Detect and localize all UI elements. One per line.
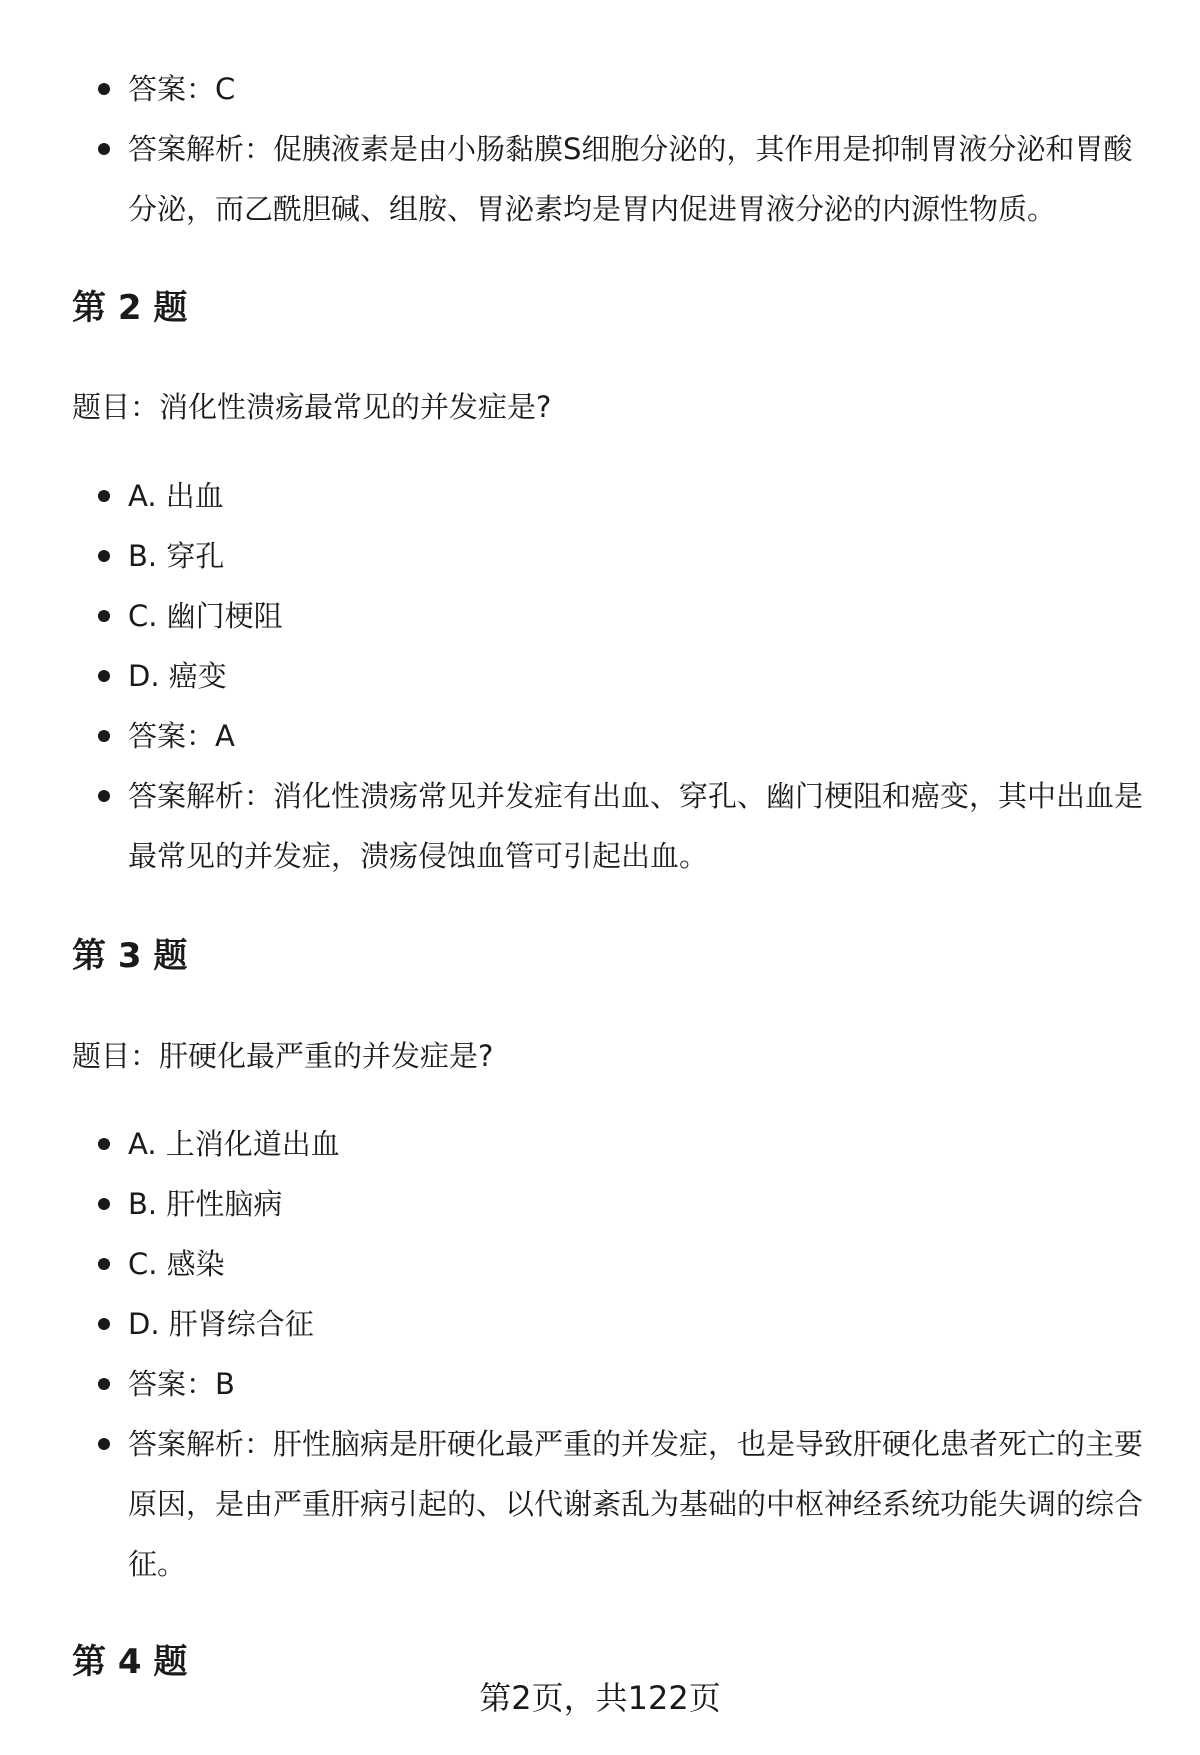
option-d: D. 肝肾综合征 [128,1307,314,1341]
bullet-dot [98,610,110,622]
bullet-dot [98,1258,110,1270]
bullet-dot [98,143,110,155]
answer-text: 答案：B [128,1367,235,1401]
explanation-text: 答案解析：促胰液素是由小肠黏膜S细胞分泌的，其作用是抑制胃液分泌和胃酸分泌，而乙酰胆碱、组胺、胃泌素均是胃内促进胃液分泌的内源性物质。 [128,132,1133,226]
page-number-footer: 第2页，共122页 [479,1679,721,1717]
bullet-dot [98,790,110,802]
bullet-dot [98,1378,110,1390]
question-stem: 题目：消化性溃疡最常见的并发症是? [72,390,552,424]
explanation-text: 答案解析：肝性脑病是肝硬化最严重的并发症，也是导致肝硬化患者死亡的主要原因，是由严重肝病引起的、以代谢紊乱为基础的中枢神经系统功能失调的综合征。 [128,1427,1144,1581]
option-c: C. 幽门梗阻 [128,599,283,633]
bullet-dot [98,1438,110,1450]
bullet-dot [98,490,110,502]
option-a: A. 上消化道出血 [128,1127,340,1161]
question-heading: 第 2 题 [72,288,188,328]
bullet-dot [98,670,110,682]
bullet-dot [98,730,110,742]
bullet-dot [98,550,110,562]
option-c: C. 感染 [128,1247,225,1281]
question-heading: 第 4 题 [72,1642,188,1682]
bullet-dot [98,1198,110,1210]
option-b: B. 肝性脑病 [128,1187,283,1221]
question-stem: 题目：肝硬化最严重的并发症是? [72,1039,494,1073]
bullet-dot [98,1318,110,1330]
option-d: D. 癌变 [128,659,227,693]
option-a: A. 出血 [128,479,224,513]
bullet-dot [98,1138,110,1150]
bullet-dot [98,83,110,95]
explanation-text: 答案解析：消化性溃疡常见并发症有出血、穿孔、幽门梗阻和癌变，其中出血是最常见的并发症，溃疡侵蚀血管可引起出血。 [128,779,1144,873]
answer-text: 答案：A [128,719,235,753]
question-heading: 第 3 题 [72,936,188,976]
option-b: B. 穿孔 [128,539,225,573]
answer-text: 答案：C [128,72,236,106]
